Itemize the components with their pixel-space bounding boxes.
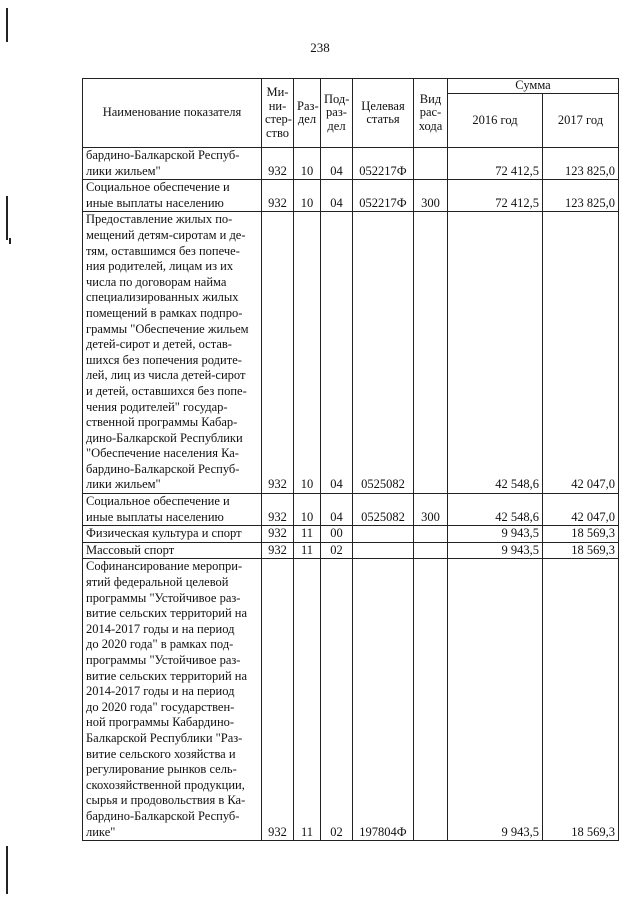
cell-target-article: 197804Ф [353, 559, 414, 841]
cell-sum-2017: 123 825,0 [543, 180, 619, 212]
cell-target-article [353, 542, 414, 559]
cell-target-article: 052217Ф [353, 148, 414, 180]
table-row [83, 180, 619, 212]
cell-section: 11 [294, 526, 321, 543]
cell-sum-2016: 9 943,5 [448, 559, 543, 841]
header-ministry: Ми- ни- стер- ство [262, 79, 294, 148]
cell-subsection: 04 [321, 180, 353, 212]
cell-expense-type [414, 542, 448, 559]
table-row [83, 148, 619, 180]
header-year-2016: 2016 год [448, 94, 543, 148]
cell-target-article: 052217Ф [353, 180, 414, 212]
header-section: Раз- дел [294, 79, 321, 148]
cell-sum-2017: 18 569,3 [543, 526, 619, 543]
cell-sum-2017: 18 569,3 [543, 559, 619, 841]
header-expense-type: Вид рас- хода [414, 79, 448, 148]
scan-edge-mark-mid [6, 196, 8, 240]
cell-name: Социальное обеспечение и иные выплаты населению [83, 180, 262, 212]
cell-name: Софинансирование меропри- ятий федеральной целевой программы "Устойчивое раз- витие сельских территорий на 2014-2017 годы и на период до 2020 года" в рамках под- программы "Устойчивое раз- витие сельских территорий на 2014-2017 годы и на период до 2020 года" государствен- ной программы Кабардино- Балкарской Республики "Раз- витие сельского хозяйства и регулирование рынков сель- скохозяйственной продукции, сырья и продовольствия в Ка- бардино-Балкарской Респуб- лике" [83, 559, 262, 841]
cell-subsection: 00 [321, 526, 353, 543]
cell-target-article: 0525082 [353, 212, 414, 494]
cell-ministry: 932 [262, 559, 294, 841]
table-row [83, 212, 619, 494]
cell-target-article: 0525082 [353, 494, 414, 526]
header-name: Наименование показателя [83, 79, 262, 148]
header-year-2017: 2017 год [543, 94, 619, 148]
cell-ministry: 932 [262, 212, 294, 494]
cell-subsection: 04 [321, 212, 353, 494]
table-row [83, 542, 619, 559]
cell-expense-type [414, 526, 448, 543]
cell-section: 11 [294, 559, 321, 841]
header-subsection: Под- раз- дел [321, 79, 353, 148]
cell-sum-2017: 123 825,0 [543, 148, 619, 180]
cell-sum-2017: 18 569,3 [543, 542, 619, 559]
cell-sum-2017: 42 047,0 [543, 212, 619, 494]
cell-section: 10 [294, 494, 321, 526]
cell-expense-type [414, 212, 448, 494]
scan-edge-mark-top [6, 8, 8, 42]
cell-name: Предоставление жилых по- мещений детям-сиротам и де- тям, оставшимся без попече- ния родителей, лицам из их числа по договорам найма специализированных жилых помещений в рамках подпро- граммы "Обеспечение жильем детей-сирот и детей, остав- шихся без попечения родите- лей, лиц из числа детей-сирот и детей, оставшихся без попе- чения родителей" государ- ственной программы Кабар- дино-Балкарской Республики "Обеспечение населения Ка- бардино-Балкарской Респуб- лики жильем" [83, 212, 262, 494]
scan-edge-mark-bottom [6, 846, 8, 894]
budget-table [82, 78, 619, 841]
cell-section: 10 [294, 212, 321, 494]
cell-section: 10 [294, 180, 321, 212]
cell-expense-type [414, 559, 448, 841]
cell-ministry: 932 [262, 180, 294, 212]
cell-expense-type [414, 148, 448, 180]
cell-subsection: 02 [321, 559, 353, 841]
scan-edge-mark-dot [9, 238, 11, 244]
cell-sum-2017: 42 047,0 [543, 494, 619, 526]
cell-name: Социальное обеспечение и иные выплаты населению [83, 494, 262, 526]
header-sum: Сумма [448, 79, 619, 94]
cell-subsection: 04 [321, 494, 353, 526]
page-number: 238 [310, 40, 330, 55]
table-row [83, 526, 619, 543]
cell-ministry: 932 [262, 148, 294, 180]
cell-name: бардино-Балкарской Респуб- лики жильем" [83, 148, 262, 180]
table-row [83, 559, 619, 841]
cell-sum-2016: 9 943,5 [448, 526, 543, 543]
cell-subsection: 02 [321, 542, 353, 559]
cell-ministry: 932 [262, 542, 294, 559]
cell-name: Массовый спорт [83, 542, 262, 559]
cell-sum-2016: 72 412,5 [448, 180, 543, 212]
cell-ministry: 932 [262, 526, 294, 543]
cell-expense-type: 300 [414, 180, 448, 212]
table-body [83, 148, 619, 841]
cell-section: 10 [294, 148, 321, 180]
header-target-article: Целевая статья [353, 79, 414, 148]
cell-sum-2016: 9 943,5 [448, 542, 543, 559]
cell-subsection: 04 [321, 148, 353, 180]
cell-section: 11 [294, 542, 321, 559]
cell-sum-2016: 72 412,5 [448, 148, 543, 180]
cell-expense-type: 300 [414, 494, 448, 526]
cell-target-article [353, 526, 414, 543]
table-row [83, 494, 619, 526]
cell-sum-2016: 42 548,6 [448, 494, 543, 526]
cell-sum-2016: 42 548,6 [448, 212, 543, 494]
cell-name: Физическая культура и спорт [83, 526, 262, 543]
cell-ministry: 932 [262, 494, 294, 526]
